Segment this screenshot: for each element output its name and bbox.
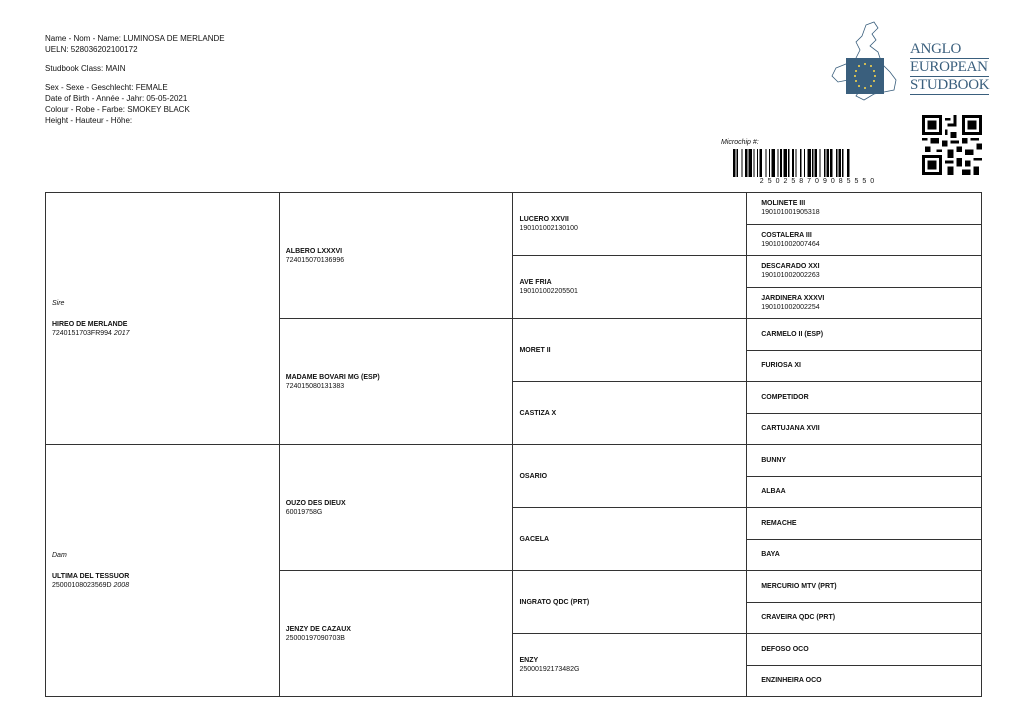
horse-name: OSARIO	[519, 472, 548, 480]
great-grandparent-cell	[513, 256, 747, 319]
ueln-line: UELN: 528036202100172	[45, 45, 138, 54]
colour-line: Colour - Robe - Farbe: SMOKEY BLACK	[45, 105, 190, 114]
logo-line-anglo: ANGLO	[910, 41, 989, 59]
horse-name: BAYA	[761, 551, 780, 559]
great-great-grandparent-cell	[747, 602, 982, 634]
horse-id: 190101002002254	[761, 303, 820, 311]
horse-name: COSTALERA III	[761, 231, 812, 239]
horse-name: ALBAA	[761, 488, 786, 496]
studbook-logo-text	[910, 41, 989, 95]
great-great-grandparent-cell	[747, 382, 982, 414]
horse-ueln	[286, 382, 507, 391]
grandparent-cell	[279, 571, 513, 697]
horse-name: FURIOSA XI	[761, 362, 802, 370]
great-great-grandparent-cell	[747, 445, 982, 477]
horse-id: 7240151703FR994	[52, 330, 112, 337]
horse-id: 190101002002263	[761, 272, 820, 280]
horse-name: JARDINERA XXXVI	[761, 294, 825, 302]
horse-id: 190101002205501	[519, 288, 578, 295]
horse-name: ENZY	[519, 657, 539, 664]
great-grandparent-cell	[513, 634, 747, 697]
horse-ueln	[761, 271, 967, 280]
great-great-grandparent-cell	[747, 571, 982, 603]
pedigree-row	[46, 445, 982, 477]
horse-id: 190101002130100	[519, 225, 578, 232]
horse-name: CRAVEIRA QDC (PRT)	[761, 614, 836, 622]
horse-name: OUZO DES DIEUX	[285, 499, 346, 507]
great-great-grandparent-cell	[747, 319, 982, 351]
great-great-grandparent-cell	[747, 350, 982, 382]
great-great-grandparent-cell	[747, 476, 982, 508]
dob-line: Date of Birth - Année - Jahr: 05-05-2021	[45, 94, 188, 103]
horse-name: LUCERO XXVII	[519, 216, 569, 223]
horse-ueln	[519, 224, 740, 233]
horse-name: CARTUJANA XVII	[761, 425, 820, 433]
grandparent-cell	[279, 445, 513, 571]
horse-name: HIREO DE MERLANDE	[52, 321, 128, 328]
horse-ueln	[52, 329, 273, 338]
parent-role-label: Sire	[52, 300, 65, 307]
great-grandparent-cell	[513, 445, 747, 508]
great-grandparent-cell	[513, 382, 747, 445]
sex-line: Sex - Sexe - Geschlecht: FEMALE	[45, 83, 168, 92]
horse-name: DEFOSO OCO	[761, 645, 809, 653]
horse-ueln	[286, 634, 507, 643]
great-great-grandparent-cell	[747, 634, 982, 666]
logo-line-european: EUROPEAN	[910, 59, 988, 75]
great-grandparent-cell	[513, 508, 747, 571]
name-line: Name - Nom - Name: LUMINOSA DE MERLANDE	[45, 34, 225, 43]
horse-name: ULTIMA DEL TESSUOR	[52, 573, 130, 580]
horse-id: 25000197090703B	[285, 634, 345, 642]
great-great-grandparent-cell	[747, 539, 982, 571]
horse-name: MOLINETE III	[761, 200, 806, 208]
horse-name: AVE FRIA	[519, 279, 552, 286]
great-grandparent-cell	[513, 319, 747, 382]
great-great-grandparent-cell	[747, 413, 982, 445]
horse-ueln	[519, 287, 740, 296]
horse-id: 60019758G	[285, 508, 323, 516]
sire-cell	[46, 193, 280, 445]
logo-line-studbook: STUDBOOK	[910, 77, 990, 93]
great-great-grandparent-cell	[747, 287, 982, 319]
horse-name: CARMELO II (ESP)	[761, 330, 824, 338]
horse-name: GACELA	[519, 535, 550, 543]
microchip-barcode-icon	[733, 149, 905, 177]
horse-ueln	[519, 665, 740, 674]
horse-ueln	[761, 303, 967, 312]
qr-code-icon	[922, 115, 982, 175]
horse-ueln	[761, 240, 967, 249]
horse-id: 724015080131383	[285, 382, 345, 390]
horse-name: ENZINHEIRA OCO	[761, 677, 822, 685]
horse-id: 190101001905318	[761, 209, 820, 217]
grandparent-cell	[279, 319, 513, 445]
microchip-number: 250258709085550	[759, 178, 879, 185]
horse-name: REMACHE	[761, 519, 797, 527]
horse-details	[45, 33, 225, 126]
great-great-grandparent-cell	[747, 508, 982, 540]
horse-name: ALBERO LXXXVI	[285, 247, 343, 255]
microchip-label: Microchip #:	[721, 139, 759, 146]
horse-name: JENZY DE CAZAUX	[285, 625, 351, 633]
horse-ueln	[52, 581, 273, 590]
horse-name: INGRATO QDC (PRT)	[519, 598, 590, 606]
great-great-grandparent-cell	[747, 665, 982, 697]
horse-ueln	[286, 508, 507, 517]
great-grandparent-cell	[513, 193, 747, 256]
grandparent-cell	[279, 193, 513, 319]
horse-name: MADAME BOVARI MG (ESP)	[285, 373, 380, 381]
dam-cell	[46, 445, 280, 697]
horse-name: MERCURIO MTV (PRT)	[761, 582, 837, 590]
horse-id: 190101002007464	[761, 240, 820, 248]
horse-name: COMPETIDOR	[761, 393, 809, 401]
horse-ueln	[761, 208, 967, 217]
great-great-grandparent-cell	[747, 256, 982, 288]
horse-name: CASTIZA X	[519, 409, 557, 417]
horse-name: MORET II	[519, 346, 551, 354]
horse-name: BUNNY	[761, 456, 787, 464]
horse-ueln	[286, 256, 507, 265]
great-great-grandparent-cell	[747, 193, 982, 225]
horse-id: 25000108023569D	[52, 582, 112, 589]
birth-year: 2008	[113, 582, 130, 589]
horse-id: 25000192173482G	[519, 666, 580, 673]
great-grandparent-cell	[513, 571, 747, 634]
horse-id: 724015070136996	[285, 256, 345, 264]
horse-name: DESCARADO XXI	[761, 263, 820, 271]
studbook-class-line: Studbook Class: MAIN	[45, 64, 126, 73]
pedigree-row	[46, 193, 982, 225]
parent-role-label: Dam	[52, 552, 67, 559]
height-line: Height - Hauteur - Höhe:	[45, 116, 133, 125]
pedigree-table	[45, 192, 982, 697]
great-great-grandparent-cell	[747, 224, 982, 256]
birth-year: 2017	[113, 330, 130, 337]
